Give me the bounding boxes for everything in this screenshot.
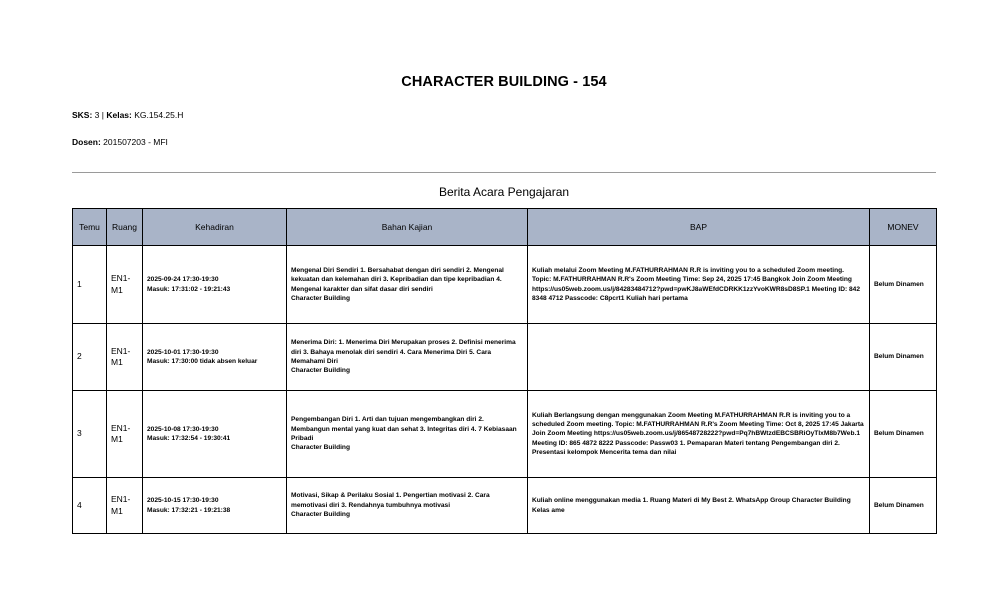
cell-kehadiran — [143, 246, 287, 324]
dosen-value: 201507203 - MFI — [100, 137, 168, 147]
dosen-label: Dosen: — [72, 137, 101, 147]
kehadiran-masuk: Masuk: 17:32:54 - 19:30:41 — [147, 435, 231, 442]
cell-bahan-kajian — [287, 478, 528, 534]
kehadiran-schedule: 2025-10-01 17:30-19:30 — [147, 348, 219, 356]
kelas-value: KG.154.25.H — [131, 110, 184, 120]
divider — [72, 172, 936, 173]
kelas-label: Kelas: — [106, 110, 132, 120]
cell-bahan-kajian — [287, 324, 528, 391]
cell-temu: 3 — [73, 391, 107, 478]
header-ruang: Ruang — [107, 209, 143, 246]
cell-bap: Kuliah Berlangsung dengan menggunakan Zoom Meeting M.FATHURRAHMAN R.R is inviting you to a scheduled Zoom meeting. Topic: M.FATHURRAHMAN R.R's Zoom Meeting Time: Oct 8, 2025 17:45 Jakarta Join Zoom Meeting https://us05web.zoom.us/j/86548728222?pwd=Pq7hBWtzdEBCSBRiOyTlxM8b7Web.1 Meeting ID: 865 4872 8222 Passcode: Passw03 1. Pemaparan Materi tentang Pengembangan diri 2. Presentasi kelompok Mencerita tema dan nilai — [528, 391, 870, 478]
section-title: Berita Acara Pengajaran — [438, 185, 570, 199]
cell-temu: 4 — [73, 478, 107, 534]
bap-table — [72, 208, 937, 534]
cell-kehadiran — [143, 478, 287, 534]
table-row — [73, 324, 937, 391]
cell-bahan-kajian — [287, 246, 528, 324]
header-monev: MONEV — [870, 209, 937, 246]
cell-monev: Belum Dinamen — [870, 246, 937, 324]
cell-bap — [528, 324, 870, 391]
bahan-topic: Pengembangan Diri 1. Arti dan tujuan mengembangkan diri 2. Membangun mental yang kuat dan sehat 3. Integritas diri 4. 7 Kebiasaan Pribadi — [291, 416, 517, 442]
header-temu: Temu — [73, 209, 107, 246]
bahan-topic: Menerima Diri: 1. Menerima Diri Merupakan proses 2. Definisi menerima diri 3. Bahaya menolak diri sendiri 4. Cara Menerima Diri 5. Cara Memahami Diri — [291, 339, 516, 365]
bahan-course: Character Building — [291, 444, 350, 452]
bahan-course: Character Building — [291, 294, 350, 302]
sks-label: SKS: — [72, 110, 93, 120]
kehadiran-schedule: 2025-10-15 17:30-19:30 — [147, 497, 219, 505]
kehadiran-masuk: Masuk: 17:32:21 - 19:21:38 — [147, 506, 231, 514]
table-row — [73, 478, 937, 534]
cell-temu: 2 — [73, 324, 107, 391]
bahan-course: Character Building — [291, 367, 350, 375]
cell-monev: Belum Dinamen — [870, 478, 937, 534]
kehadiran-schedule: 2025-10-08 17:30-19:30 — [147, 425, 219, 433]
bahan-topic: Mengenal Diri Sendiri 1. Bersahabat dengan diri sendiri 2. Mengenal kekuatan dan kelemahan diri 3. Kepribadian dan tipe kepribadian 4. Mengenal karakter dan sifat dasar diri sendiri — [291, 266, 504, 293]
page-title: CHARACTER BUILDING - 154 — [401, 74, 607, 90]
cell-monev: Belum Dinamen — [870, 391, 937, 478]
table-row — [73, 391, 937, 478]
table-row — [73, 246, 937, 324]
cell-kehadiran — [143, 324, 287, 391]
cell-ruang: EN1-M1 — [107, 324, 143, 391]
cell-bap: Kuliah melalui Zoom Meeting M.FATHURRAHMAN R.R is inviting you to a scheduled Zoom meeting. Topic: M.FATHURRAHMAN R.R's Zoom Meeting Time: Sep 24, 2025 17:45 Bangkok Join Zoom Meeting https://us05web.zoom.us/j/84283484712?pwd=pwKJ8aWEfdCDRKK1zzYvoKWR8sD8SP.1 Meeting ID: 842 8348 4712 Passcode: C8pcrt1 Kuliah hari pertama — [528, 246, 870, 324]
cell-bahan-kajian — [287, 391, 528, 478]
cell-bap: Kuliah online menggunakan media 1. Ruang Materi di My Best 2. WhatsApp Group Character Building Kelas ame — [528, 478, 870, 534]
cell-monev: Belum Dinamen — [870, 324, 937, 391]
table-header-row — [73, 209, 937, 246]
bahan-course: Character Building — [291, 511, 350, 519]
bahan-topic: Motivasi, Sikap & Perilaku Sosial 1. Pengertian motivasi 2. Cara memotivasi diri 3. Rendahnya tumbuhnya motivasi — [291, 492, 490, 509]
sks-value: 3 | — [92, 110, 107, 120]
kehadiran-masuk: Masuk: 17:31:02 - 19:21:43 — [147, 285, 231, 293]
cell-ruang: EN1-M1 — [107, 391, 143, 478]
kehadiran-schedule: 2025-09-24 17:30-19:30 — [147, 276, 219, 284]
lecturer-meta — [72, 137, 168, 147]
kehadiran-masuk: Masuk: 17:30:00 tidak absen keluar — [147, 358, 258, 365]
cell-kehadiran — [143, 391, 287, 478]
cell-temu: 1 — [73, 246, 107, 324]
header-kehadiran: Kehadiran — [143, 209, 287, 246]
cell-ruang: EN1-M1 — [107, 478, 143, 534]
course-meta — [72, 110, 183, 120]
header-bahan-kajian: Bahan Kajian — [287, 209, 528, 246]
cell-ruang: EN1-M1 — [107, 246, 143, 324]
header-bap: BAP — [528, 209, 870, 246]
